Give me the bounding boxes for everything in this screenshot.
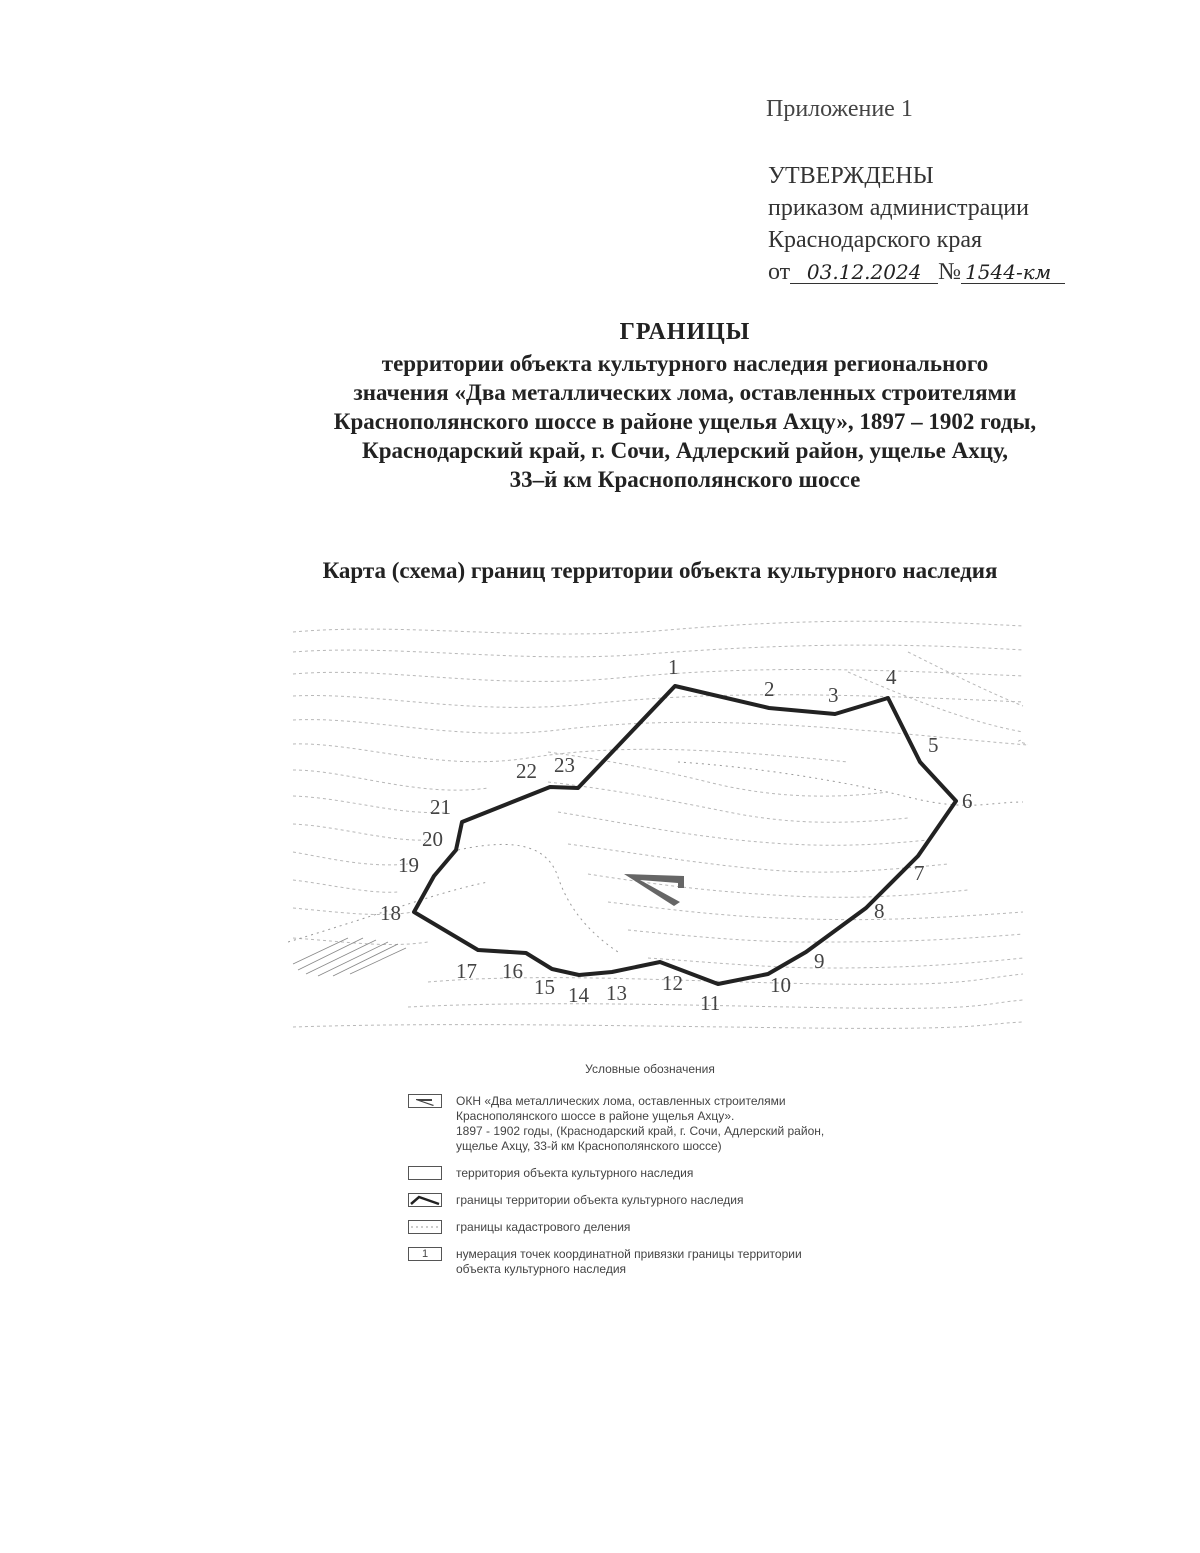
numbering-symbol: 1 [408, 1247, 442, 1261]
point-label-20: 20 [422, 827, 443, 851]
legend-item-numbering [408, 1247, 968, 1277]
title-line: значения «Два металлических лома, оставленных строителями [353, 380, 1017, 405]
point-labels [380, 655, 973, 1015]
point-label-2: 2 [764, 677, 775, 701]
okn-territory-boundary [414, 686, 956, 984]
territory-swatch-icon [408, 1166, 442, 1180]
legend-item-okn [408, 1094, 968, 1154]
legend-title: Условные обозначения [585, 1062, 715, 1076]
legend-numbering-line: нумерация точек координатной привязки границы территории [456, 1247, 802, 1261]
approval-block [768, 160, 1065, 288]
handwritten-number: 1544-км [961, 261, 1065, 284]
order-line-1: приказом администрации [768, 195, 1029, 221]
legend-item-cadastral [408, 1220, 968, 1235]
title-line: Краснополянского шоссе в районе ущелья Ахцу», 1897 – 1902 годы, [333, 409, 1037, 434]
point-label-8: 8 [874, 899, 885, 923]
point-label-18: 18 [380, 901, 401, 925]
legend-item-boundary [408, 1193, 968, 1208]
approved-heading: УТВЕРЖДЕНЫ [768, 163, 934, 189]
legend-okn-line: ОКН «Два металлических лома, оставленных строителями [456, 1094, 786, 1108]
legend-cadastral-text: границы кадастрового деления [456, 1220, 631, 1234]
number-prefix: № [938, 259, 962, 285]
point-label-16: 16 [502, 959, 523, 983]
handwritten-date: 03.12.2024 [790, 261, 938, 284]
crowbar-icon [408, 1094, 442, 1108]
cadastral-line-icon [408, 1220, 442, 1234]
legend-boundary-text: границы территории объекта культурного наследия [456, 1193, 744, 1207]
point-label-14: 14 [568, 983, 589, 1007]
legend-okn-line: ущелье Ахцу, 33-й км Краснополянского шоссе) [456, 1139, 722, 1153]
point-label-17: 17 [456, 959, 477, 983]
legend-item-territory [408, 1166, 968, 1181]
boundary-line-icon [408, 1193, 442, 1207]
map-title: Карта (схема) границ территории объекта культурного наследия [322, 558, 998, 583]
point-label-11: 11 [700, 991, 721, 1015]
point-label-13: 13 [606, 981, 627, 1005]
title-main: ГРАНИЦЫ [619, 319, 751, 345]
appendix-label: Приложение 1 [766, 96, 913, 122]
boundary-map [288, 612, 1028, 1037]
point-label-5: 5 [928, 733, 939, 757]
point-label-9: 9 [814, 949, 825, 973]
legend [408, 1094, 968, 1289]
point-label-23: 23 [554, 753, 575, 777]
point-label-10: 10 [770, 973, 791, 997]
legend-okn-line: 1897 - 1902 годы, (Краснодарский край, г. Сочи, Адлерский район, [456, 1124, 825, 1138]
title-line: Краснодарский край, г. Сочи, Адлерский район, ущелье Ахцу, [362, 438, 1008, 463]
point-label-6: 6 [962, 789, 973, 813]
order-date-number [768, 256, 1065, 288]
title-line: территории объекта культурного наследия регионального [381, 351, 989, 376]
order-line-2: Краснодарского края [768, 227, 983, 253]
point-label-22: 22 [516, 759, 537, 783]
document-title [280, 318, 1090, 494]
legend-okn-line: Краснополянского шоссе в районе ущелья Ахцу». [456, 1109, 735, 1123]
point-label-1: 1 [668, 655, 679, 679]
legend-territory-text: территория объекта культурного наследия [456, 1166, 694, 1180]
point-label-15: 15 [534, 975, 555, 999]
point-label-7: 7 [914, 861, 925, 885]
hatched-area [293, 938, 406, 976]
point-label-19: 19 [398, 853, 419, 877]
point-label-21: 21 [430, 795, 451, 819]
point-label-3: 3 [828, 683, 839, 707]
date-prefix: от [768, 259, 791, 285]
okn-object-symbol [624, 874, 684, 906]
point-label-4: 4 [886, 665, 897, 689]
legend-numbering-line: объекта культурного наследия [456, 1262, 627, 1276]
contour-lines [293, 621, 1028, 1028]
title-line: 33–й км Краснополянского шоссе [509, 467, 861, 492]
point-label-12: 12 [662, 971, 683, 995]
crowbar-icon [624, 874, 684, 906]
